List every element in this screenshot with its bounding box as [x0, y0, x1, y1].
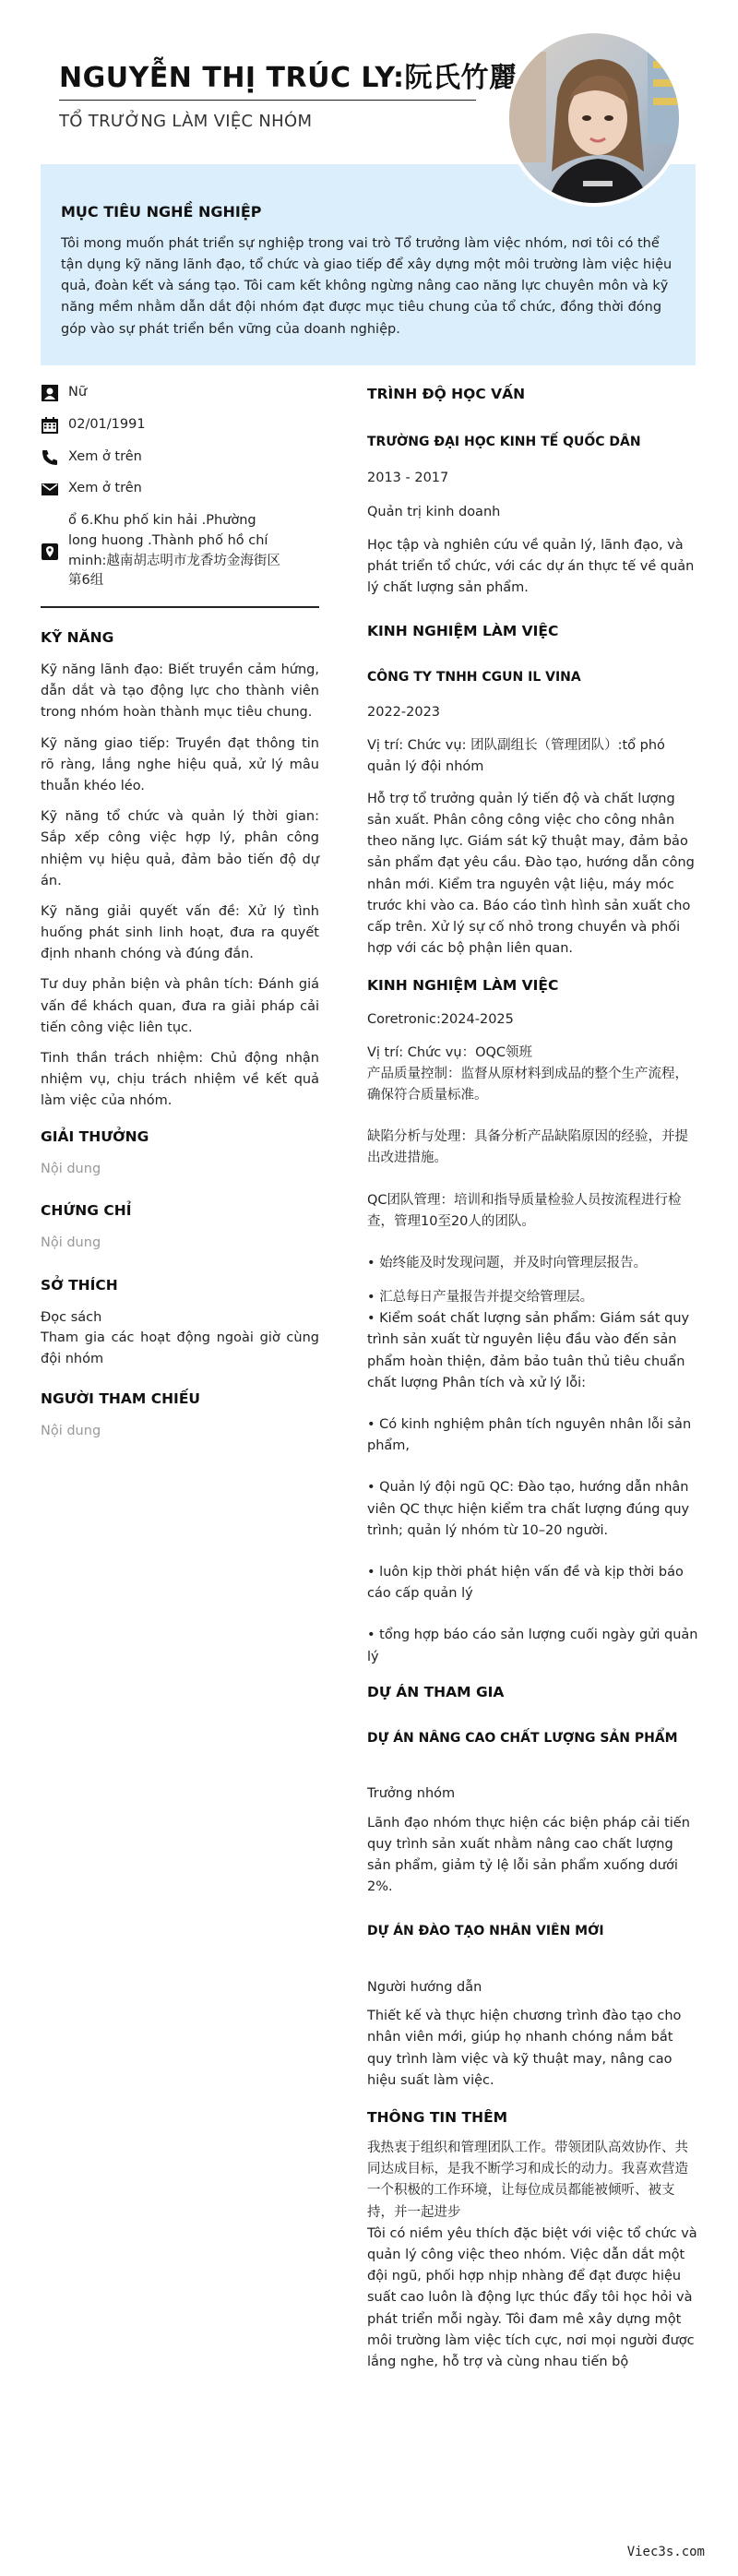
user-icon: [41, 384, 59, 402]
objective-text: Tôi mong muốn phát triển sự nghiệp trong vai trò Tổ trưởng làm việc nhóm, nơi tôi có thể tận dụng kỹ năng lãnh đạo, tổ chức và giao tiếp để xây dựng một môi trường làm việc hiệu quả, đoàn kết và sáng tạo. Tôi cam kết không ngừng nâng cao năng lực chuyên môn và kỹ năng mềm nhằm dẫn dắt đội nhóm đạt được mục tiêu chung của tổ chức, đồng thời đóng góp vào sự phát triển bền vững của doanh nghiệp.: [61, 235, 673, 337]
phone-value: Xem ở trên: [68, 448, 142, 464]
skill-item: Kỹ năng giải quyết vấn đề: Xử lý tình huống phát sinh linh hoạt, đưa ra quyết định nhanh chóng và đúng đắn.: [41, 903, 319, 962]
experience-detail: • luôn kịp thời phát hiện vấn đề và kịp thời báo cáo cấp quản lý: [367, 1564, 684, 1602]
experience-detail: • Có kinh nghiệm phân tích nguyên nhân lỗi sản phẩm,: [367, 1417, 692, 1454]
hobbies-heading: SỞ THÍCH: [41, 1276, 118, 1294]
left-divider: [41, 606, 319, 608]
awards-heading: GIẢI THƯỞNG: [41, 1127, 149, 1145]
experience-heading: KINH NGHIỆM LÀM VIỆC: [367, 622, 559, 639]
awards-content: Nội dung: [41, 1161, 101, 1176]
experience-company-period: Coretronic:2024-2025: [367, 1012, 514, 1028]
gender-value: Nữ: [68, 385, 88, 400]
experience-detail: • 汇总每日产量报告并提交给管理层。 • Kiểm soát chất lượng sản phẩm: Giám sát quy trình sản xuất từ nguyên liệu đầu vào đến sản phẩm hoàn thiện, đảm bảo tuân thủ tiêu chuẩn chất lượng Phân tích và xử lý lỗi:: [367, 1290, 690, 1390]
skill-item: Tư duy phản biện và phân tích: Đánh giá vấn đề khách quan, đưa ra giải pháp cải tiến công việc liên tục.: [41, 977, 319, 1035]
project-title: DỰ ÁN ĐÀO TẠO NHÂN VIÊN MỚI: [367, 1924, 604, 1939]
location-icon: [41, 543, 59, 561]
hobby-item: Đọc sách: [41, 1309, 102, 1325]
certificates-content: Nội dung: [41, 1235, 101, 1251]
experience-position: Vị trí: Chức vụ：OQC领班: [367, 1044, 533, 1060]
education-period: 2013 - 2017: [367, 470, 449, 485]
project-role: Người hướng dẫn: [367, 1980, 482, 1996]
experience-company: CÔNG TY TNHH CGUN IL VINA: [367, 669, 581, 685]
objective-heading: MỤC TIÊU NGHỀ NGHIỆP: [61, 203, 262, 221]
project-title: DỰ ÁN NÂNG CAO CHẤT LƯỢNG SẢN PHẨM: [367, 1730, 678, 1746]
experience-heading: KINH NGHIỆM LÀM VIỆC: [367, 977, 559, 995]
project-description: Lãnh đạo nhóm thực hiện các biện pháp cải tiến quy trình sản xuất nhằm nâng cao chất lượng sản phẩm, giảm tỷ lệ lỗi sản phẩm xuống dưới 2%.: [367, 1815, 690, 1895]
email-row: [41, 479, 319, 499]
experience-period: 2022-2023: [367, 705, 441, 721]
experience-detail: QC团队管理：培训和指导质量检验人员按流程进行检查，管理10至20人的团队。: [367, 1192, 682, 1229]
experience-detail: • tổng hợp báo cáo sản lượng cuối ngày gửi quản lý: [367, 1628, 698, 1664]
additional-heading: THÔNG TIN THÊM: [367, 2109, 508, 2126]
experience-detail: 产品质量控制：监督从原材料到成品的整个生产流程，确保符合质量标准。: [367, 1066, 688, 1103]
left-column: [41, 383, 319, 1461]
profile-photo: [506, 30, 683, 207]
project-description: Thiết kế và thực hiện chương trình đào tạo cho nhân viên mới, giúp họ nhanh chóng nắm bắt quy trình làm việc và kỹ thuật may, nâng cao hiệu suất làm việc.: [367, 2009, 682, 2088]
skill-item: Kỹ năng lãnh đạo: Biết truyền cảm hứng, dẫn dắt và tạo động lực cho thành viên trong nhóm hoàn thành mục tiêu chung.: [41, 662, 319, 721]
references-heading: NGƯỜI THAM CHIẾU: [41, 1389, 200, 1407]
name-divider: [59, 100, 476, 101]
skill-item: Tinh thần trách nhiệm: Chủ động nhận nhiệm vụ, chịu trách nhiệm về kết quả làm việc của nhóm.: [41, 1051, 319, 1109]
candidate-name: NGUYỄN THỊ TRÚC LY:阮氏竹麗: [59, 62, 518, 94]
certificates-heading: CHỨNG CHỈ: [41, 1202, 132, 1220]
dob-row: [41, 415, 319, 435]
right-column: [367, 383, 699, 2373]
skills-heading: KỸ NĂNG: [41, 629, 114, 646]
skill-item: Kỹ năng giao tiếp: Truyền đạt thông tin rõ ràng, lắng nghe hiệu quả, xử lý mâu thuẫn khéo léo.: [41, 735, 319, 793]
education-major: Quản trị kinh doanh: [367, 504, 501, 519]
experience-description: Hỗ trợ tổ trưởng quản lý tiến độ và chất lượng sản xuất. Phân công công việc cho công nhân theo năng lực. Giám sát kỹ thuật may, đảm bảo sản phẩm đạt yêu cầu. Đào tạo, hướng dẫn công nhân mới. Kiểm tra nguyên vật liệu, máy móc trước khi vào ca. Báo cáo tình hình sản xuất cho cấp trên. Xử lý sự cố nhỏ trong chuyền và phối hợp với các bộ phận liên quan.: [367, 791, 695, 957]
address-value: ổ 6.Khu phố kin hải .Phường long huong .Thành phố hồ chí minh:越南胡志明市龙香坊金海街区第6组: [68, 513, 280, 589]
site-watermark: Viec3s.com: [626, 2545, 705, 2560]
email-value: Xem ở trên: [68, 481, 142, 496]
address-row: [41, 511, 319, 591]
calendar-icon: [41, 416, 59, 435]
experience-detail: • Quản lý đội ngũ QC: Đào tạo, hướng dẫn nhân viên QC thực hiện kiểm tra chất lượng đúng quy trình; quản lý nhóm từ 10–20 người.: [367, 1480, 690, 1538]
additional-text: 我热衷于组织和管理团队工作。带领团队高效协作、共同达成目标，是我不断学习和成长的动力。我喜欢营造一个积极的工作环境，让每位成员都能被倾听、被支持，并一起进步 Tôi có niềm yêu thích đặc biệt với việc tổ chức và quản lý công việc theo nhóm. Việc dẫn dắt một đội ngũ, phối hợp nhịp nhàng để đạt được hiệu suất cao luôn là động lực thúc đẩy tôi học hỏi và phát triển mỗi ngày. Tôi đam mê xây dựng một môi trường làm việc tích cực, nơi mọi người được lắng nghe, hỗ trợ và cùng nhau tiến bộ: [367, 2141, 697, 2369]
gender-row: [41, 383, 319, 403]
references-content: Nội dung: [41, 1423, 101, 1438]
education-description: Học tập và nghiên cứu về quản lý, lãnh đạo, và phát triển tổ chức, với các dự án thực tế về quản lý chất lượng sản phẩm.: [367, 538, 695, 596]
dob-value: 02/01/1991: [68, 416, 146, 432]
phone-row: [41, 447, 319, 468]
candidate-title: TỔ TRƯỞNG LÀM VIỆC NHÓM: [59, 112, 313, 131]
skill-item: Kỹ năng tổ chức và quản lý thời gian: Sắp xếp công việc hợp lý, phân công nhiệm vụ hiệu quả, đảm bảo tiến độ dự án.: [41, 809, 319, 888]
cv-header: [0, 0, 738, 161]
phone-icon: [41, 448, 59, 467]
education-school: TRƯỜNG ĐẠI HỌC KINH TẾ QUỐC DÂN: [367, 435, 641, 450]
experience-detail: • 始终能及时发现问题，并及时向管理层报告。: [367, 1255, 648, 1270]
experience-position: Vị trí: Chức vụ: 团队副组长（管理团队）:tổ phó quản lý đội nhóm: [367, 737, 665, 774]
education-heading: TRÌNH ĐỘ HỌC VẤN: [367, 386, 526, 402]
hobby-item: Tham gia các hoạt động ngoài giờ cùng đội nhóm: [41, 1330, 319, 1366]
email-icon: [41, 480, 59, 498]
project-role: Trưởng nhóm: [367, 1786, 456, 1802]
experience-detail: 缺陷分析与处理：具备分析产品缺陷原因的经验，并提出改进措施。: [367, 1129, 688, 1166]
projects-heading: DỰ ÁN THAM GIA: [367, 1683, 505, 1700]
